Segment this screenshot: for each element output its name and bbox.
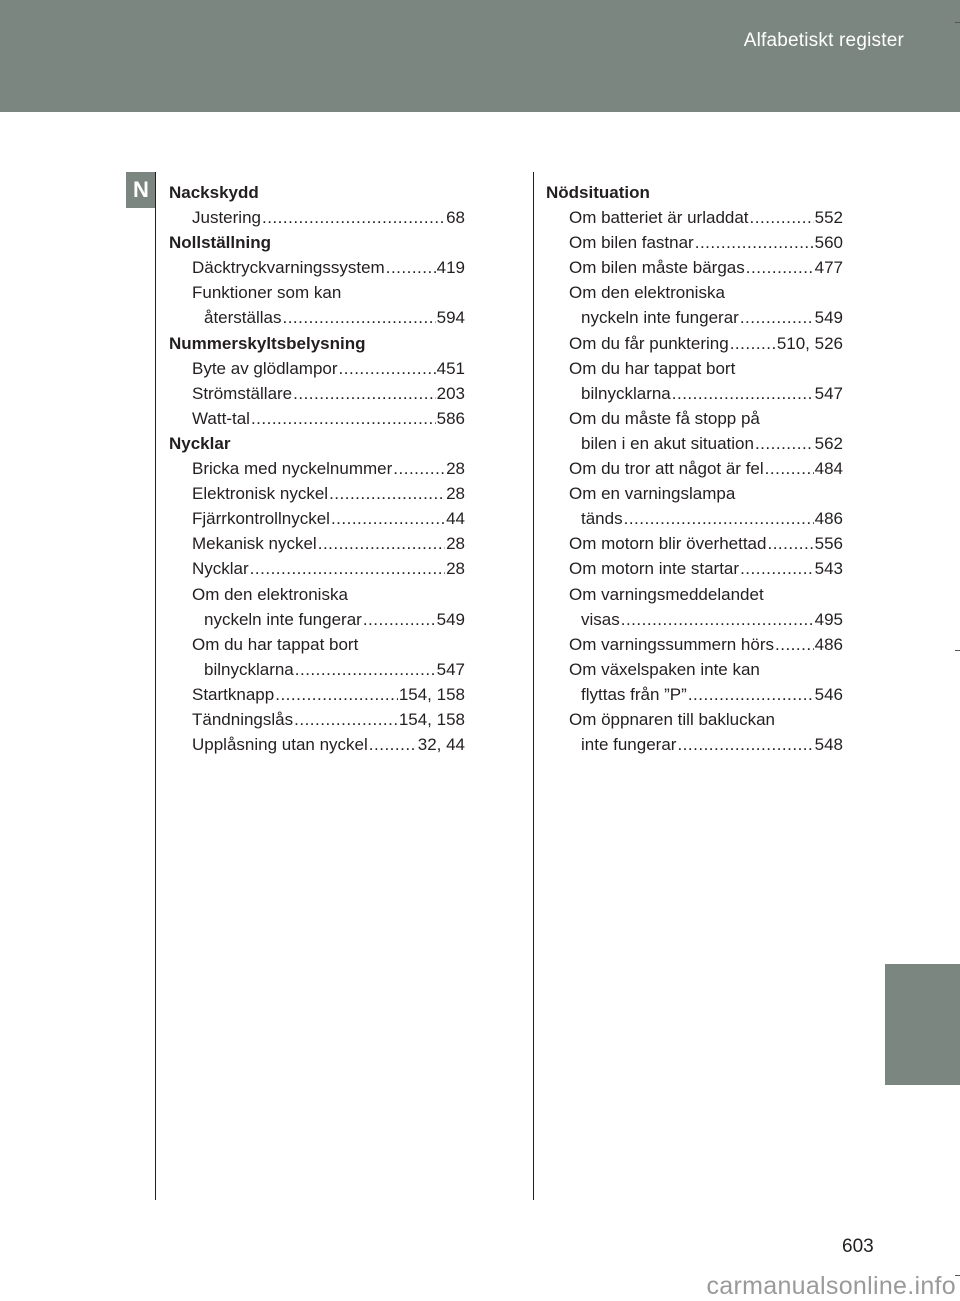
entry-text: Nödsituation xyxy=(546,183,650,202)
dot-leader xyxy=(363,607,436,632)
index-entry xyxy=(546,506,843,531)
dot-leader xyxy=(740,556,814,581)
entry-text: Om motorn blir överhettad xyxy=(569,534,767,554)
dot-leader xyxy=(250,556,445,581)
entry-page-ref: 552 xyxy=(814,208,843,228)
section-title: Alfabetiskt register xyxy=(743,30,904,51)
index-entry xyxy=(169,381,465,406)
entry-text: Om du har tappat bort xyxy=(569,358,736,378)
index-entry xyxy=(169,205,465,230)
dot-leader xyxy=(318,531,445,556)
dot-leader xyxy=(695,230,814,255)
index-entry xyxy=(169,481,465,506)
index-letter-tab: N xyxy=(126,172,156,208)
entry-text: Nummerskyltsbelysning xyxy=(169,333,366,353)
entry-text: Om varningssummern hörs xyxy=(569,634,775,654)
entry-page-ref: 44 xyxy=(446,509,465,529)
index-entry xyxy=(169,356,465,381)
dot-leader xyxy=(294,707,398,732)
index-entry xyxy=(169,682,465,707)
entry-text: Om varningsmeddelandet xyxy=(569,584,764,604)
entry-page-ref: 32, 44 xyxy=(417,735,465,755)
index-entry xyxy=(169,632,465,657)
entry-page-ref: 154, 158 xyxy=(398,684,465,704)
entry-page-ref: 68 xyxy=(446,208,465,228)
entry-text: Om du tror att något är fel xyxy=(569,459,764,479)
header-band xyxy=(0,0,960,112)
entry-text: Nackskydd xyxy=(169,183,259,202)
index-entry xyxy=(546,632,843,657)
dot-leader xyxy=(767,531,813,556)
index-column-right xyxy=(546,180,843,757)
left-column-rule xyxy=(155,172,156,1200)
entry-text: Tändningslås xyxy=(192,709,294,729)
dot-leader xyxy=(293,381,435,406)
index-entry xyxy=(546,305,843,330)
index-entry xyxy=(169,456,465,481)
entry-text: Nycklar xyxy=(169,433,231,453)
entry-text: Watt-tal xyxy=(192,408,250,428)
entry-page-ref: 543 xyxy=(814,559,843,579)
index-heading xyxy=(169,331,465,356)
dot-leader xyxy=(282,305,435,330)
right-column-rule xyxy=(533,172,534,1200)
entry-text: Justering xyxy=(192,208,261,228)
index-entry xyxy=(546,657,843,682)
dot-leader xyxy=(386,255,436,280)
index-entry xyxy=(546,230,843,255)
entry-text: bilen i en akut situation xyxy=(581,433,754,453)
dot-leader xyxy=(730,331,776,356)
entry-page-ref: 548 xyxy=(814,735,843,755)
entry-page-ref: 451 xyxy=(436,358,465,378)
index-entry xyxy=(546,205,843,230)
index-entry xyxy=(546,381,843,406)
entry-text: Om du får punktering xyxy=(569,333,729,353)
index-entry xyxy=(169,657,465,682)
page-number: 603 xyxy=(842,1236,874,1257)
index-entry xyxy=(546,707,843,732)
index-entry xyxy=(169,607,465,632)
entry-text: Elektronisk nyckel xyxy=(192,484,329,504)
entry-page-ref: 28 xyxy=(446,559,465,579)
dot-leader xyxy=(775,632,814,657)
entry-page-ref: 28 xyxy=(446,459,465,479)
dot-leader xyxy=(262,205,445,230)
entry-page-ref: 586 xyxy=(436,408,465,428)
index-entry xyxy=(546,531,843,556)
entry-text: nyckeln inte fungerar xyxy=(204,609,362,629)
index-entry xyxy=(169,582,465,607)
entry-text: Upplåsning utan nyckel xyxy=(192,735,368,755)
entry-text: Nycklar xyxy=(192,559,249,579)
entry-page-ref: 549 xyxy=(436,609,465,629)
entry-page-ref: 562 xyxy=(814,433,843,453)
entry-page-ref: 495 xyxy=(814,609,843,629)
dot-leader xyxy=(369,732,417,757)
index-entry xyxy=(169,531,465,556)
dot-leader xyxy=(765,456,814,481)
index-entry xyxy=(546,607,843,632)
dot-leader xyxy=(275,682,398,707)
index-entry xyxy=(169,406,465,431)
index-entry xyxy=(546,406,843,431)
entry-page-ref: 28 xyxy=(446,484,465,504)
entry-text: Funktioner som kan xyxy=(192,283,342,303)
entry-page-ref: 594 xyxy=(436,308,465,328)
entry-text: Om bilen fastnar xyxy=(569,233,694,253)
index-entry xyxy=(546,255,843,280)
entry-text: Fjärrkontrollnyckel xyxy=(192,509,330,529)
index-entry xyxy=(169,707,465,732)
dot-leader xyxy=(624,506,814,531)
entry-text: Om bilen måste bärgas xyxy=(569,258,745,278)
index-entry xyxy=(546,556,843,581)
index-heading xyxy=(169,431,465,456)
entry-text: Startknapp xyxy=(192,684,275,704)
entry-page-ref: 28 xyxy=(446,534,465,554)
index-entry xyxy=(169,255,465,280)
entry-page-ref: 547 xyxy=(814,383,843,403)
entry-page-ref: 419 xyxy=(436,258,465,278)
entry-text: tänds xyxy=(581,509,623,529)
entry-text: bilnycklarna xyxy=(581,383,671,403)
dot-leader xyxy=(331,506,445,531)
dot-leader xyxy=(251,406,436,431)
entry-text: Om motorn inte startar xyxy=(569,559,740,579)
entry-text: inte fungerar xyxy=(581,735,677,755)
entry-text: Om den elektroniska xyxy=(569,283,725,303)
dot-leader xyxy=(750,205,814,230)
dot-leader xyxy=(393,456,445,481)
index-entry xyxy=(169,556,465,581)
crop-mark-top-right xyxy=(955,22,960,23)
watermark-text: carmanualsonline.info xyxy=(706,1272,956,1300)
dot-leader xyxy=(672,381,814,406)
index-entry xyxy=(169,732,465,757)
entry-text: Nollställning xyxy=(169,233,271,253)
entry-text: Om du har tappat bort xyxy=(192,634,359,654)
entry-text: Bricka med nyckelnummer xyxy=(192,459,393,479)
entry-page-ref: 556 xyxy=(814,534,843,554)
entry-text: Om batteriet är urladdat xyxy=(569,208,749,228)
entry-text: Däcktryckvarningssystem xyxy=(192,258,385,278)
entry-text: Byte av glödlampor xyxy=(192,358,338,378)
index-entry xyxy=(169,280,465,305)
entry-text: flyttas från ”P” xyxy=(581,684,687,704)
dot-leader xyxy=(339,356,436,381)
entry-text: visas xyxy=(581,609,620,629)
dot-leader xyxy=(295,657,436,682)
entry-text: återställas xyxy=(204,308,282,328)
index-entry xyxy=(169,506,465,531)
entry-text: Om du måste få stopp på xyxy=(569,408,760,428)
index-heading xyxy=(169,230,465,255)
index-heading xyxy=(169,180,465,205)
dot-leader xyxy=(677,732,813,757)
entry-text: Om öppnaren till bakluckan xyxy=(569,709,776,729)
index-heading xyxy=(546,180,843,205)
index-entry xyxy=(546,331,843,356)
dot-leader xyxy=(688,682,814,707)
index-entry xyxy=(546,582,843,607)
entry-text: Om den elektroniska xyxy=(192,584,348,604)
entry-page-ref: 477 xyxy=(814,258,843,278)
entry-text: Mekanisk nyckel xyxy=(192,534,317,554)
entry-text: bilnycklarna xyxy=(204,659,294,679)
entry-page-ref: 510, 526 xyxy=(776,333,843,353)
index-entry xyxy=(546,481,843,506)
index-entry xyxy=(546,280,843,305)
index-column-left xyxy=(169,180,465,757)
entry-text: Om växelspaken inte kan xyxy=(569,659,760,679)
dot-leader xyxy=(740,305,814,330)
entry-page-ref: 154, 158 xyxy=(398,709,465,729)
index-entry xyxy=(546,431,843,456)
entry-page-ref: 560 xyxy=(814,233,843,253)
index-entry xyxy=(546,456,843,481)
dot-leader xyxy=(621,607,814,632)
index-entry xyxy=(546,732,843,757)
dot-leader xyxy=(755,431,814,456)
index-entry xyxy=(169,305,465,330)
index-entry xyxy=(546,682,843,707)
entry-page-ref: 546 xyxy=(814,684,843,704)
entry-page-ref: 486 xyxy=(814,634,843,654)
entry-page-ref: 203 xyxy=(436,383,465,403)
crop-mark-mid-right xyxy=(955,650,960,651)
entry-page-ref: 486 xyxy=(814,509,843,529)
entry-text: nyckeln inte fungerar xyxy=(581,308,739,328)
entry-page-ref: 547 xyxy=(436,659,465,679)
entry-text: Om en varningslampa xyxy=(569,484,736,504)
entry-text: Strömställare xyxy=(192,383,293,403)
entry-page-ref: 484 xyxy=(814,459,843,479)
dot-leader xyxy=(329,481,445,506)
dot-leader xyxy=(746,255,814,280)
index-entry xyxy=(546,356,843,381)
entry-page-ref: 549 xyxy=(814,308,843,328)
side-thumb-tab xyxy=(885,964,960,1085)
